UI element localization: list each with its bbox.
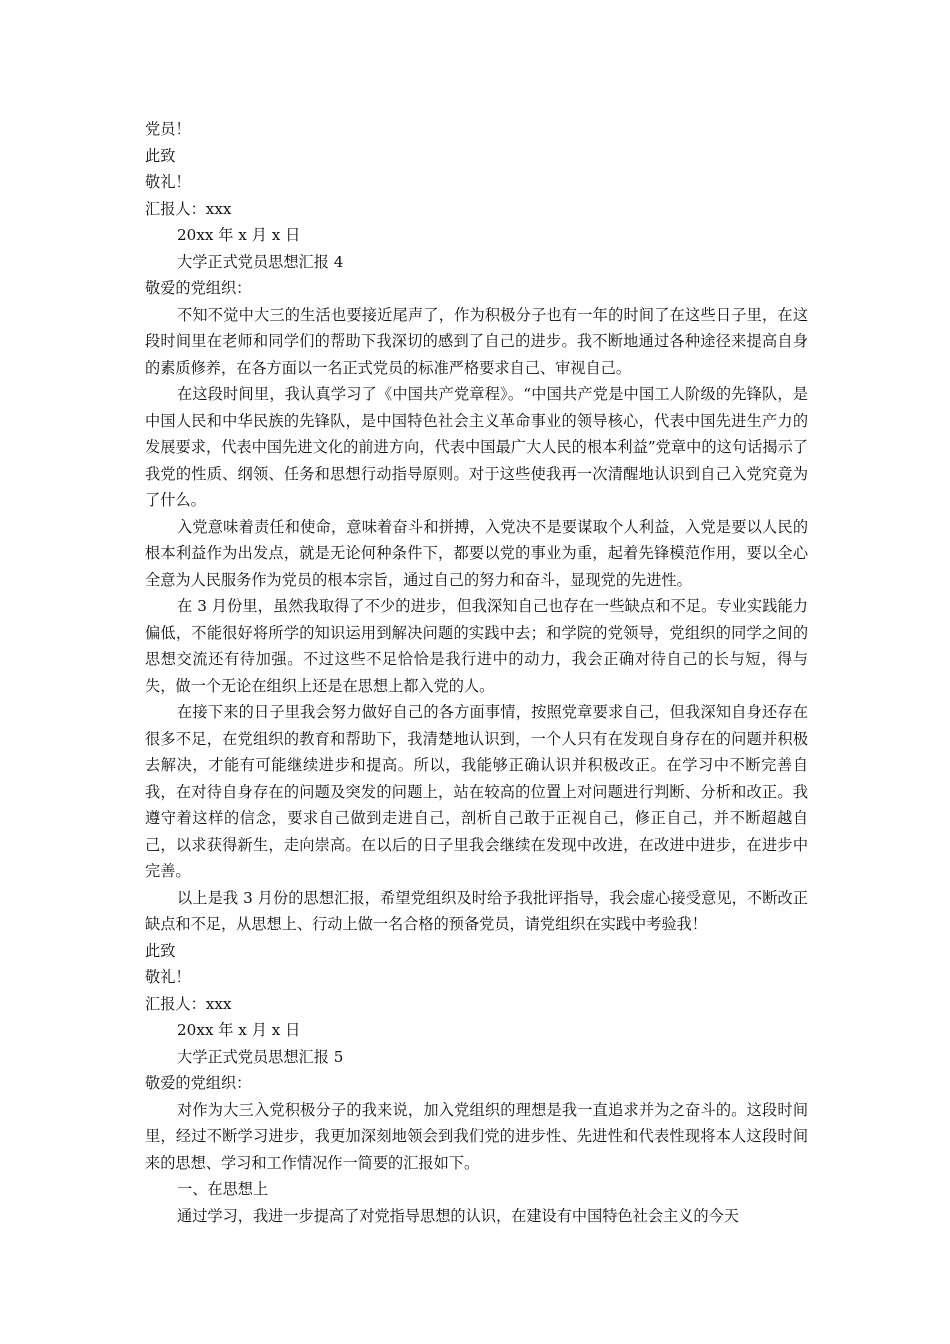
section-title: 大学正式党员思想汇报 4 — [177, 252, 344, 271]
section-title: 大学正式党员思想汇报 5 — [177, 1047, 344, 1066]
reporter-line: 汇报人：xxx — [145, 994, 232, 1013]
closing-salute: 此致 — [145, 941, 176, 960]
paragraph-start: 通过学习，我进一步提高了对党指导思想的认识，在建设有中国特色社会主义的今天 — [177, 1206, 739, 1225]
paragraph: 在接下来的日子里我会努力做好自己的各方面事情，按照党章要求自己，但我深知自身还存在很多不足，在党组织的教育和帮助下，我清楚地认识到，一个人只有在发现自身存在的问题并积极去解决，才能有可能继续进步和提高。所以，我能够正确认识并积极改正。在学习中不断完善自我，在对待自身存在的问题及突发的问题上，站在较高的位置上对问题进行判断、分析和改正。我遵守着这样的信念，要求自己做到走进自己，剖析自己敢于正视自己，修正自己，并不断超越自己，以求获得新生，走向崇高。在以后的日子里我会继续在发现中改进，在改进中进步，在进步中完善。 — [145, 703, 808, 880]
salutation: 敬爱的党组织： — [145, 279, 252, 297]
paragraph: 不知不觉中大三的生活也要接近尾声了，作为积极分子也有一年的时间了在这些日子里，在这段时间里在老师和同学们的帮助下我深切的感到了自己的进步。我不断地通过各种途径来提高自身的素质修养，在各方面以一名正式党员的标准严格要求自己、审视自己。 — [145, 305, 808, 377]
paragraph: 入党意味着责任和使命，意味着奋斗和拼搏，入党决不是要谋取个人利益，入党是要以人民的根本利益作为出发点，就是无论何种条件下，都要以党的事业为重，起着先锋模范作用，要以全心全意为人民服务作为党员的根本宗旨，通过自己的努力和奋斗，显现党的先进性。 — [145, 517, 808, 589]
date-line: 20xx 年 x 月 x 日 — [177, 226, 301, 244]
closing-salute: 此致 — [145, 146, 176, 165]
date-line: 20xx 年 x 月 x 日 — [177, 1021, 301, 1039]
subheading: 一、在思想上 — [177, 1180, 269, 1198]
paragraph: 在 3 月份里，虽然我取得了不少的进步，但我深知自己也存在一些缺点和不足。专业实践能力偏低，不能很好将所学的知识运用到解决问题的实践中去；和学院的党领导，党组织的同学之间的思想交流还有待加强。不过这些不足恰恰是我行进中的动力，我会正确对待自己的长与短，得与失，做一个无论在组织上还是在思想上都入党的人。 — [145, 597, 808, 695]
reporter-line: 汇报人：xxx — [145, 199, 232, 218]
document-page — [145, 116, 808, 1229]
paragraph: 对作为大三入党积极分子的我来说，加入党组织的理想是我一直追求并为之奋斗的。这段时间里，经过不断学习进步，我更加深刻地领会到我们党的进步性、先进性和代表性现将本人这段时间来的思想、学习和工作情况作一简要的汇报如下。 — [145, 1100, 808, 1172]
closing-regards: 敬礼！ — [145, 173, 191, 191]
closing-regards: 敬礼！ — [145, 968, 191, 986]
paragraph: 在这段时间里，我认真学习了《中国共产党章程》。“中国共产党是中国工人阶级的先锋队，是中国人民和中华民族的先锋队，是中国特色社会主义革命事业的领导核心，代表中国先进生产力的发展要求，代表中国先进文化的前进方向，代表中国最广大人民的根本利益”党章中的这句话揭示了我党的性质、纲领、任务和思想行动指导原则。对于这些使我再一次清醒地认识到自己入党究竟为了什么。 — [145, 385, 808, 509]
paragraph: 以上是我 3 月份的思想汇报，希望党组织及时给予我批评指导，我会虚心接受意见，不断改正缺点和不足，从思想上、行动上做一名合格的预备党员，请党组织在实践中考验我！ — [145, 888, 808, 933]
closing-text: 党员！ — [145, 120, 191, 138]
salutation: 敬爱的党组织： — [145, 1074, 252, 1092]
